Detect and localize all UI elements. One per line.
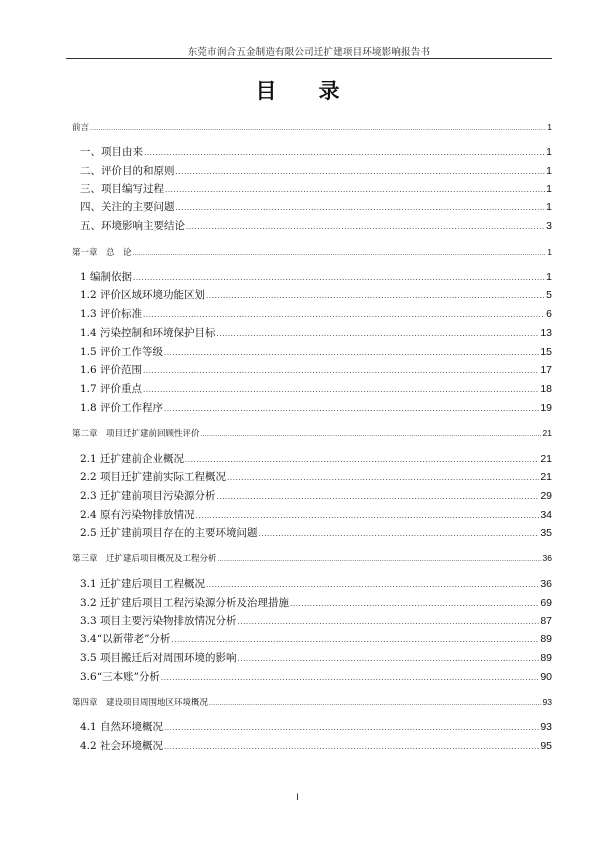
toc-section-entry: [80, 325, 552, 340]
dot-leader: [227, 474, 539, 482]
toc-entry-page-number: 1: [547, 122, 552, 132]
toc-entry-label: 1.2 评价区域环境功能区划: [80, 289, 206, 301]
dot-leader: [186, 223, 545, 231]
toc-entry-page-number: 36: [542, 553, 552, 563]
toc-entry-page-number: 21: [542, 428, 552, 438]
toc-entry-label: 1.7 评价重点: [80, 383, 143, 395]
toc-entry-label: 1.5 评价工作等级: [80, 346, 164, 358]
toc-section-entry: [80, 344, 552, 359]
toc-entry-label: 2.4 原有污染物排放情况: [80, 509, 195, 521]
running-header: 东莞市润合五金制造有限公司迁扩建项目环境影响报告书: [187, 47, 431, 58]
toc-entry-page-number: 87: [540, 615, 552, 627]
toc-entry-label: 2.3 迁扩建前项目污染源分析: [80, 490, 216, 502]
dot-leader: [133, 274, 545, 282]
toc-entry-page-number: 35: [540, 527, 552, 539]
toc-entry-label: 前言: [72, 123, 90, 133]
toc-entry-label: 1 编制依据: [80, 271, 133, 283]
toc-entry-label: 五、环境影响主要结论: [80, 220, 185, 232]
toc-section-entry: [80, 181, 552, 196]
toc-entry-page-number: 93: [540, 721, 552, 733]
dot-leader: [217, 493, 540, 501]
toc-entry-page-number: 15: [540, 346, 552, 358]
toc-section-entry: [80, 595, 552, 610]
dot-leader: [238, 655, 540, 663]
toc-entry-page-number: 90: [540, 671, 552, 683]
dot-leader: [161, 674, 539, 682]
toc-section-entry: [80, 488, 552, 503]
toc-section-entry: [80, 719, 552, 734]
toc-section-entry: [80, 381, 552, 396]
toc-title-char-1: 目: [255, 78, 277, 103]
toc-entry-label: 四、关注的主要问题: [80, 201, 175, 213]
dot-leader: [176, 168, 546, 176]
toc-entry-label: 一、项目由来: [80, 146, 143, 158]
dot-leader: [90, 125, 546, 132]
dot-leader: [171, 636, 539, 644]
toc-entry-label: 第一章 总 论: [72, 248, 132, 258]
toc-entry-page-number: 1: [546, 183, 552, 195]
dot-leader: [164, 349, 539, 357]
toc-entry-page-number: 36: [540, 578, 552, 590]
dot-leader: [164, 743, 539, 751]
toc-entry-label: 第二章 项目迁扩建前回顾性评价: [72, 429, 200, 439]
toc-entry-page-number: 5: [546, 289, 552, 301]
toc-entry-label: 3.5 项目搬迁后对周围环境的影响: [80, 652, 237, 664]
toc-entry-page-number: 1: [546, 271, 552, 283]
dot-leader: [143, 386, 539, 394]
toc-entry-page-number: 19: [540, 402, 552, 414]
dot-leader: [144, 149, 545, 157]
toc-section-entry: [80, 650, 552, 665]
toc-entry-label: 2.2 项目迁扩建前实际工程概况: [80, 471, 227, 483]
toc-section-entry: [80, 269, 552, 284]
toc-entry-page-number: 1: [546, 146, 552, 158]
toc-title: [0, 75, 595, 105]
header-rule: [66, 58, 552, 59]
toc-chapter-entry: [72, 552, 552, 564]
toc-entry-label: 第四章 建设项目周围地区环境概况: [72, 698, 209, 708]
toc-entry-label: 4.2 社会环境概况: [80, 740, 164, 752]
toc-entry-page-number: 1: [546, 165, 552, 177]
toc-entry-page-number: 34: [540, 509, 552, 521]
dot-leader: [143, 367, 539, 375]
dot-leader: [176, 204, 546, 212]
toc-entry-page-number: 17: [540, 364, 552, 376]
dot-leader: [206, 292, 545, 300]
toc-section-entry: [80, 669, 552, 684]
dot-leader: [165, 186, 545, 194]
dot-leader: [143, 311, 545, 319]
toc-section-entry: [80, 199, 552, 214]
dot-leader: [238, 618, 540, 626]
dot-leader: [218, 556, 542, 563]
dot-leader: [164, 405, 539, 413]
toc-section-entry: [80, 631, 552, 646]
dot-leader: [217, 330, 540, 338]
toc-entry-page-number: 29: [540, 490, 552, 502]
dot-leader: [196, 512, 540, 520]
toc-entry-page-number: 13: [540, 327, 552, 339]
toc-entry-label: 1.8 评价工作程序: [80, 402, 164, 414]
toc-section-entry: [80, 287, 552, 302]
toc-entry-page-number: 89: [540, 633, 552, 645]
toc-section-entry: [80, 576, 552, 591]
toc-section-entry: [80, 306, 552, 321]
toc-entry-page-number: 21: [540, 453, 552, 465]
toc-entry-label: 二、评价目的和原则: [80, 165, 175, 177]
dot-leader: [259, 530, 540, 538]
toc-entry-label: 第三章 迁扩建后项目概况及工程分析: [72, 554, 217, 564]
toc-entry-label: 3.2 迁扩建后项目工程污染源分析及治理措施: [80, 597, 290, 609]
toc-section-entry: [80, 144, 552, 159]
toc-title-char-2: 录: [318, 78, 340, 103]
toc-section-entry: [80, 738, 552, 753]
toc-section-entry: [80, 218, 552, 233]
toc-section-entry: [80, 525, 552, 540]
toc-entry-label: 3.6“三本账”分析: [80, 671, 160, 683]
toc-chapter-entry: [72, 246, 552, 258]
dot-leader: [290, 600, 539, 608]
toc-chapter-entry: [72, 427, 552, 439]
toc-entry-page-number: 93: [542, 697, 552, 707]
toc-entry-label: 2.1 迁扩建前企业概况: [80, 453, 185, 465]
toc-section-entry: [80, 613, 552, 628]
toc-entry-page-number: 95: [540, 740, 552, 752]
toc-chapter-entry: [72, 696, 552, 708]
toc-entry-page-number: 6: [546, 308, 552, 320]
dot-leader: [201, 431, 542, 438]
dot-leader: [209, 700, 542, 707]
dot-leader: [206, 581, 539, 589]
toc-entry-label: 1.6 评价范围: [80, 364, 143, 376]
toc-entry-page-number: 3: [546, 220, 552, 232]
toc-entry-label: 3.3 项目主要污染物排放情况分析: [80, 615, 237, 627]
toc-entry-label: 3.1 迁扩建后项目工程概况: [80, 578, 206, 590]
toc-entry-label: 3.4“以新带老”分析: [80, 633, 171, 645]
toc-entry-label: 三、项目编写过程: [80, 183, 164, 195]
dot-leader: [133, 250, 547, 257]
toc-entry-page-number: 1: [546, 201, 552, 213]
toc-entry-page-number: 1: [547, 247, 552, 257]
dot-leader: [164, 724, 539, 732]
toc-entry-page-number: 21: [540, 471, 552, 483]
toc-section-entry: [80, 400, 552, 415]
toc-entry-label: 1.3 评价标准: [80, 308, 143, 320]
toc-chapter-entry: [72, 121, 552, 133]
toc-entry-label: 1.4 污染控制和环境保护目标: [80, 327, 216, 339]
toc-section-entry: [80, 362, 552, 377]
toc-entry-label: 2.5 迁扩建前项目存在的主要环境问题: [80, 527, 258, 539]
toc-section-entry: [80, 469, 552, 484]
page-number: I: [296, 792, 299, 802]
toc-section-entry: [80, 507, 552, 522]
toc-entry-page-number: 69: [540, 597, 552, 609]
toc-entry-page-number: 89: [540, 652, 552, 664]
toc-section-entry: [80, 163, 552, 178]
dot-leader: [185, 456, 539, 464]
toc-entry-page-number: 18: [540, 383, 552, 395]
toc-entry-label: 4.1 自然环境概况: [80, 721, 164, 733]
toc-section-entry: [80, 451, 552, 466]
